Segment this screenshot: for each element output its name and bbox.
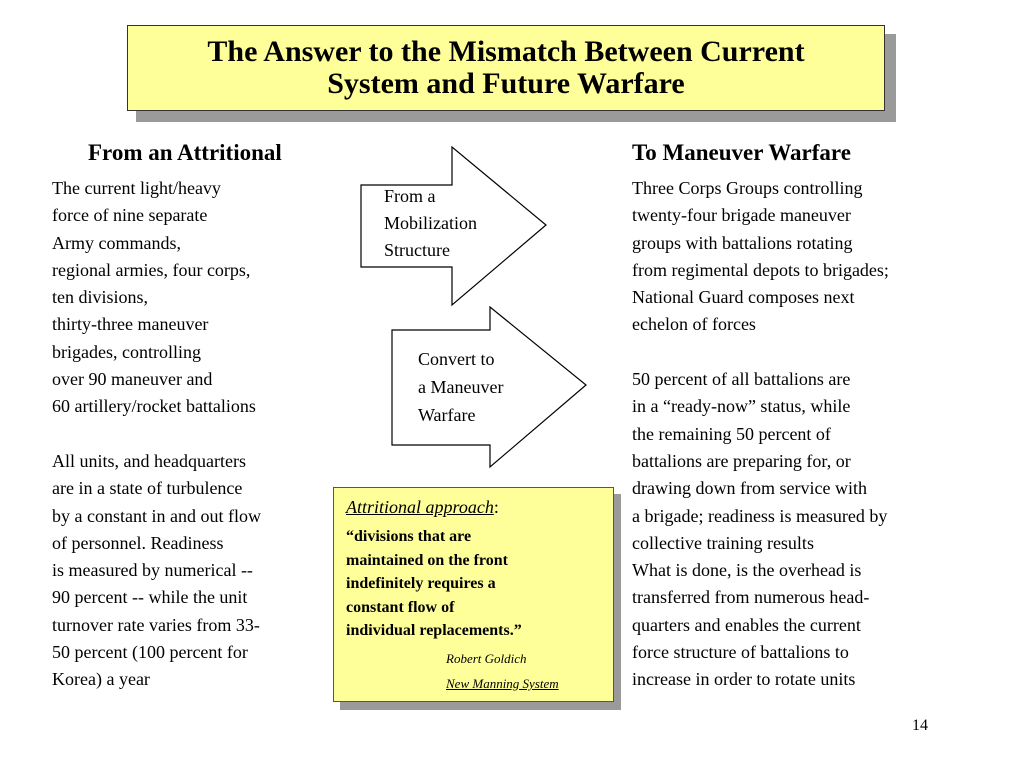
quote-text: “divisions that are maintained on the front indefinitely requires a constant flow of individual replacements.” — [346, 528, 522, 639]
right-column-heading: To Maneuver Warfare — [632, 140, 851, 165]
quote-heading — [346, 495, 499, 519]
arrow-label-maneuver: Convert to a Maneuver Warfare — [418, 349, 504, 425]
left-column-text: The current light/heavy force of nine separate Army commands, regional armies, four corps, ten divisions, thirty-three maneuver brigades, controlling over 90 maneuver and 60 artillery/rocket battalions All units, and headquarters are in a state of turbulence by a constant in and out flow of personnel. Readiness is measured by numerical -- 90 percent -- while the unit turnover rate varies from 33- 50 percent (100 percent for Korea) a year — [52, 178, 261, 690]
arrow-label-mobilization: From a Mobilization Structure — [384, 186, 477, 260]
quote-source: New Manning System — [446, 676, 559, 691]
slide-title: The Answer to the Mismatch Between Current System and Future Warfare — [207, 35, 805, 100]
right-column-text: Three Corps Groups controlling twenty-four brigade maneuver groups with battalions rotating from regimental depots to brigades; National Guard composes next echelon of forces 50 percent of all battalions are in a “ready-now” status, while the remaining 50 percent of battalions are preparing for, or drawing down from service with a brigade; readiness is measured by collective training results What is done, is the overhead is transferred from numerous head- quarters and enables the current force structure of battalions to increase in order to rotate units — [632, 178, 889, 690]
left-column-heading: From an Attritional — [88, 140, 282, 165]
quote-heading-label: Attritional approach — [346, 497, 494, 517]
title-box — [127, 25, 885, 111]
quote-heading-colon: : — [493, 497, 499, 517]
page-number: 14 — [912, 717, 928, 734]
quote-author: Robert Goldich — [446, 651, 527, 666]
